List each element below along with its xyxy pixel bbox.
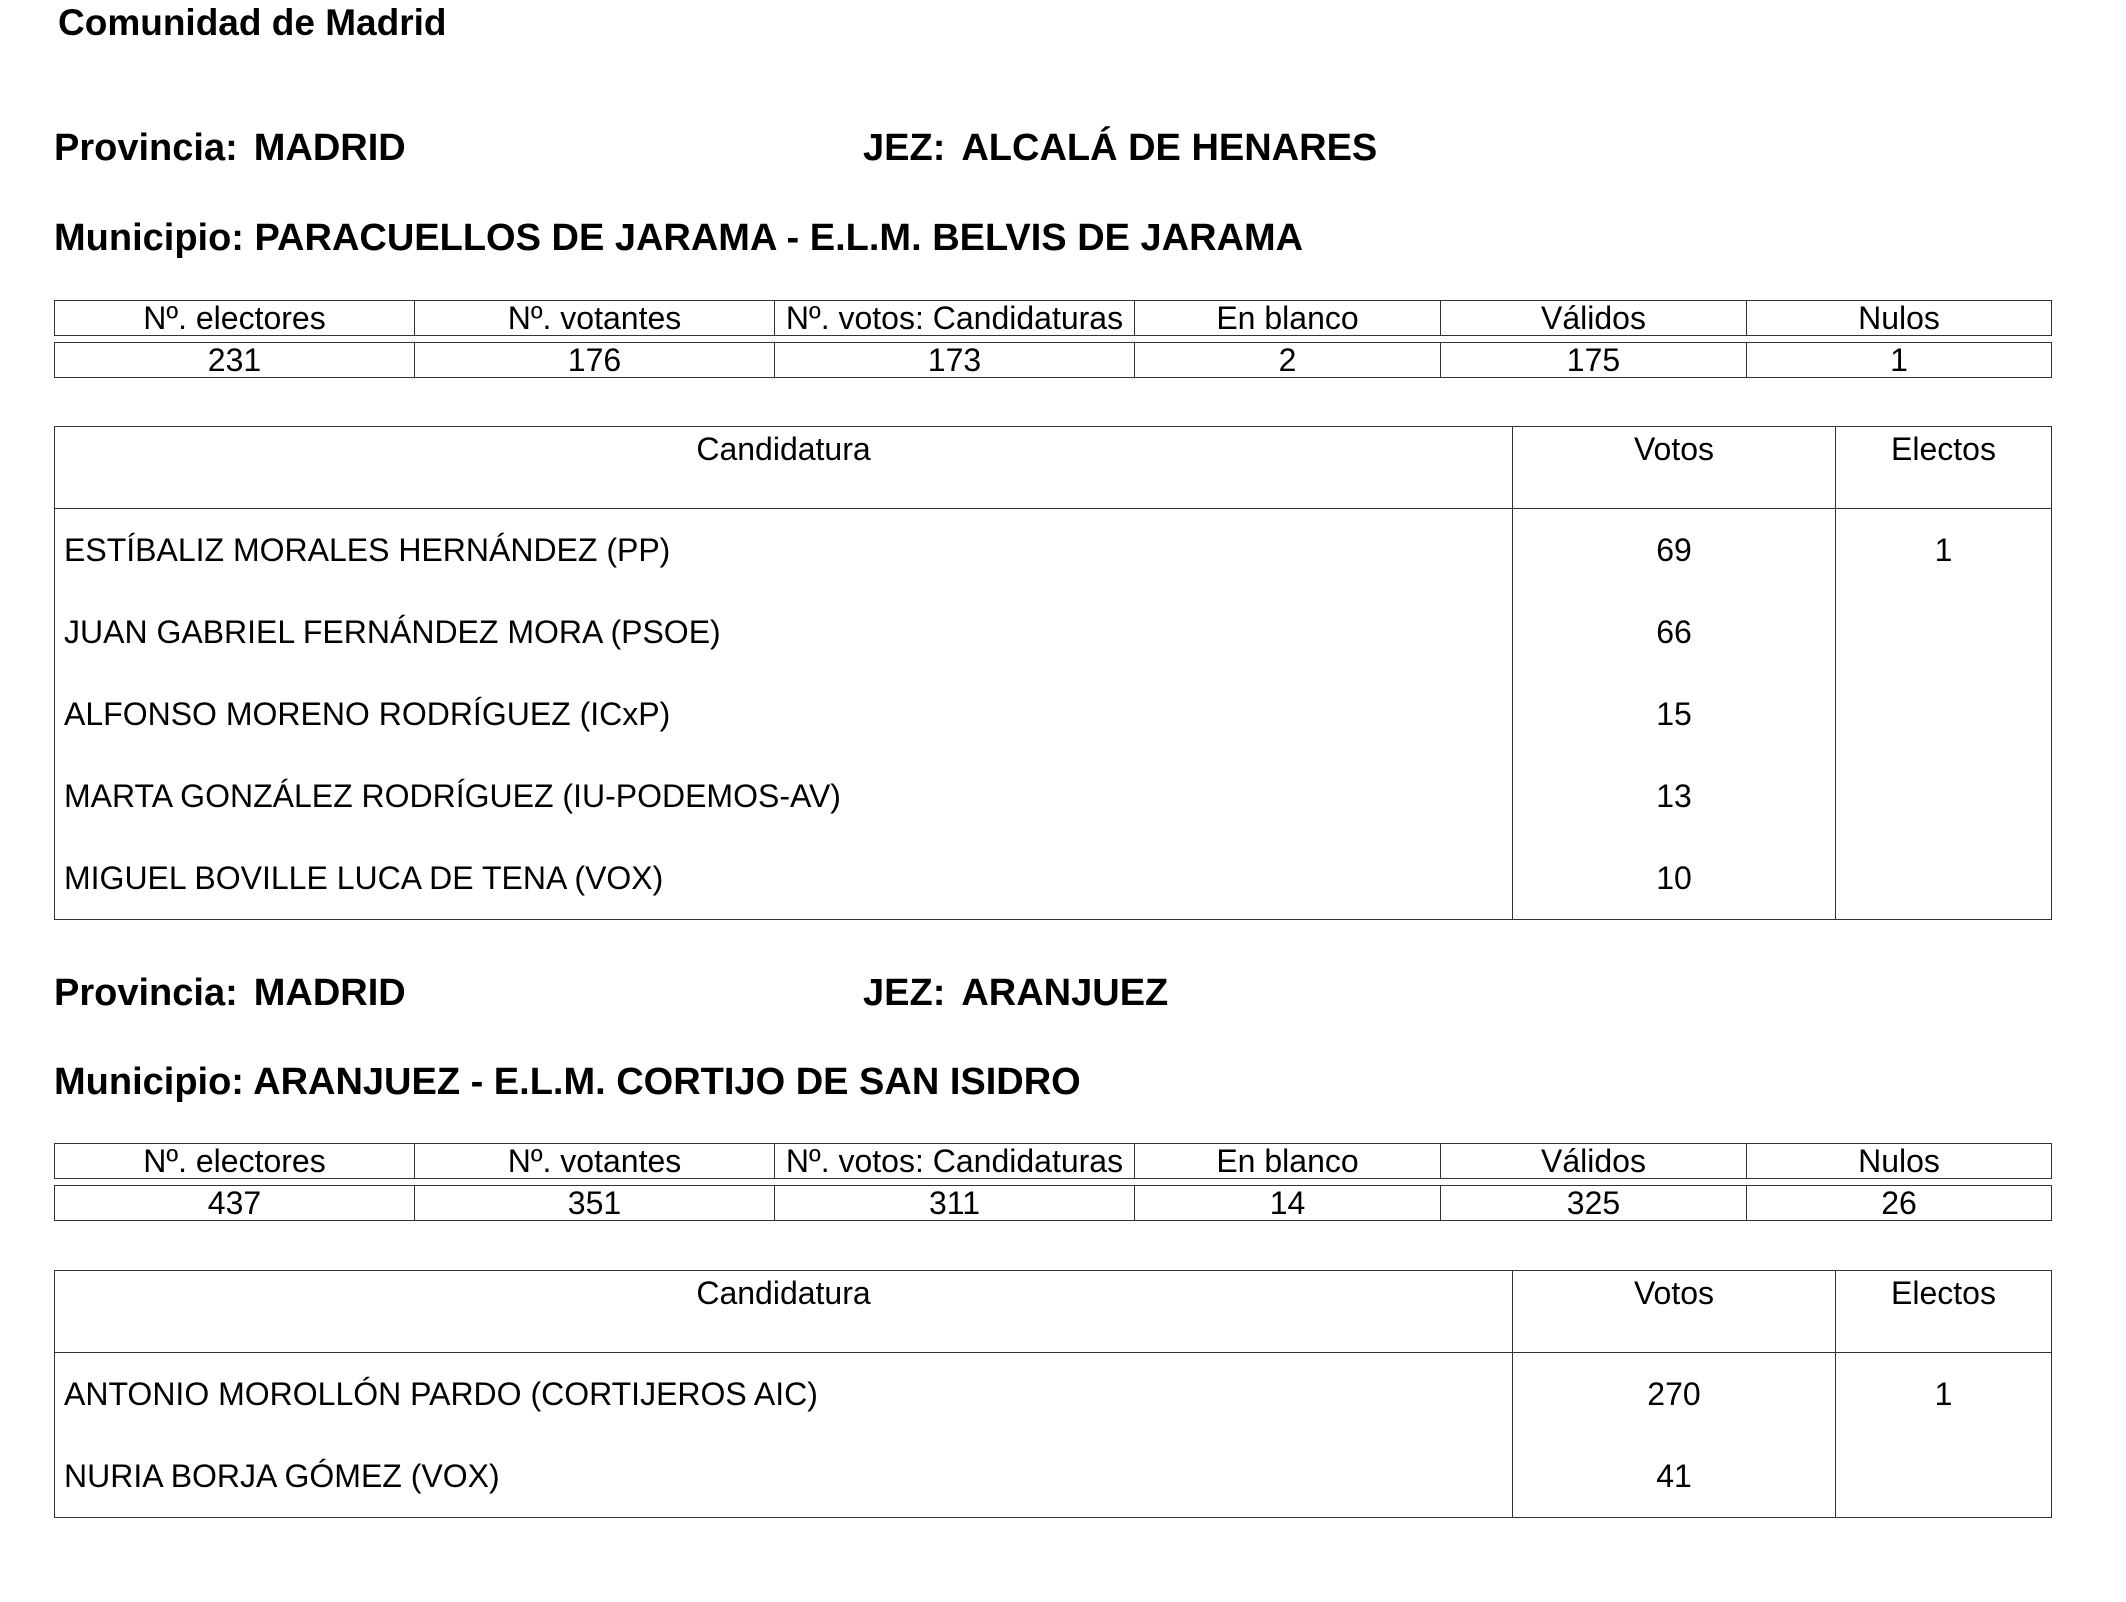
candidate-name: ALFONSO MORENO RODRÍGUEZ (ICxP) xyxy=(55,673,1513,755)
value-validos: 175 xyxy=(1441,343,1747,378)
stats-values-table xyxy=(54,342,2052,378)
candidate-elected xyxy=(1836,837,2052,920)
header-en-blanco: En blanco xyxy=(1135,301,1441,336)
candidate-name: MIGUEL BOVILLE LUCA DE TENA (VOX) xyxy=(55,837,1513,920)
header-votos: Votos xyxy=(1513,427,1836,509)
candidate-row xyxy=(55,509,2052,592)
jez-label: JEZ: xyxy=(863,972,946,1014)
stats-header-row xyxy=(55,1144,2052,1179)
region-title: Comunidad de Madrid xyxy=(58,2,447,43)
jez-value: ARANJUEZ xyxy=(961,972,1169,1014)
value-nulos: 26 xyxy=(1747,1186,2052,1221)
candidate-row xyxy=(55,1435,2052,1518)
header-votos: Votos xyxy=(1513,1271,1836,1353)
candidate-row xyxy=(55,837,2052,920)
provincia-value: MADRID xyxy=(253,127,406,169)
header-votos-candidaturas: Nº. votos: Candidaturas xyxy=(775,301,1135,336)
municipio-value: ARANJUEZ - E.L.M. CORTIJO DE SAN ISIDRO xyxy=(253,1061,1081,1103)
candidates-header-row xyxy=(55,1271,2052,1353)
candidate-votes: 66 xyxy=(1513,591,1836,673)
provincia-value: MADRID xyxy=(253,972,406,1014)
header-electos: Electos xyxy=(1836,1271,2052,1353)
candidate-votes: 270 xyxy=(1513,1353,1836,1436)
candidate-name: ANTONIO MOROLLÓN PARDO (CORTIJEROS AIC) xyxy=(55,1353,1513,1436)
header-candidatura: Candidatura xyxy=(55,1271,1513,1353)
candidate-elected: 1 xyxy=(1836,509,2052,592)
value-validos: 325 xyxy=(1441,1186,1747,1221)
candidate-row xyxy=(55,755,2052,837)
header-validos: Válidos xyxy=(1441,1144,1747,1179)
header-electores: Nº. electores xyxy=(55,1144,415,1179)
value-blanco: 14 xyxy=(1135,1186,1441,1221)
value-votantes: 176 xyxy=(415,343,775,378)
candidates-table xyxy=(54,1270,2052,1518)
header-electos: Electos xyxy=(1836,427,2052,509)
header-nulos: Nulos xyxy=(1747,301,2052,336)
header-validos: Válidos xyxy=(1441,301,1747,336)
value-nulos: 1 xyxy=(1747,343,2052,378)
candidates-table xyxy=(54,426,2052,920)
header-candidatura: Candidatura xyxy=(55,427,1513,509)
candidate-votes: 13 xyxy=(1513,755,1836,837)
header-votantes: Nº. votantes xyxy=(415,301,775,336)
jez-value: ALCALÁ DE HENARES xyxy=(961,127,1378,169)
candidate-row xyxy=(55,591,2052,673)
candidate-votes: 15 xyxy=(1513,673,1836,755)
stats-value-row xyxy=(55,343,2052,378)
header-electores: Nº. electores xyxy=(55,301,415,336)
municipio-label: Municipio: xyxy=(54,217,244,259)
candidate-row xyxy=(55,1353,2052,1436)
candidate-elected xyxy=(1836,755,2052,837)
candidate-elected xyxy=(1836,1435,2052,1518)
candidate-name: ESTÍBALIZ MORALES HERNÁNDEZ (PP) xyxy=(55,509,1513,592)
stats-values-table xyxy=(54,1185,2052,1221)
value-candidaturas: 173 xyxy=(775,343,1135,378)
stats-value-row xyxy=(55,1186,2052,1221)
municipio-line xyxy=(54,1059,1081,1105)
jez-line xyxy=(863,970,1168,1016)
candidate-votes: 10 xyxy=(1513,837,1836,920)
header-votos-candidaturas: Nº. votos: Candidaturas xyxy=(775,1144,1135,1179)
candidates-header-row xyxy=(55,427,2052,509)
stats-table xyxy=(54,1143,2052,1179)
candidate-votes: 41 xyxy=(1513,1435,1836,1518)
candidate-elected xyxy=(1836,673,2052,755)
stats-header-row xyxy=(55,301,2052,336)
value-candidaturas: 311 xyxy=(775,1186,1135,1221)
provincia-line xyxy=(54,125,406,171)
jez-line xyxy=(863,125,1377,171)
stats-table xyxy=(54,300,2052,336)
jez-label: JEZ: xyxy=(863,127,946,169)
header-nulos: Nulos xyxy=(1747,1144,2052,1179)
value-electores: 231 xyxy=(55,343,415,378)
municipio-value: PARACUELLOS DE JARAMA - E.L.M. BELVIS DE JARAMA xyxy=(254,217,1304,259)
candidate-name: MARTA GONZÁLEZ RODRÍGUEZ (IU-PODEMOS-AV) xyxy=(55,755,1513,837)
candidate-name: JUAN GABRIEL FERNÁNDEZ MORA (PSOE) xyxy=(55,591,1513,673)
provincia-label: Provincia: xyxy=(54,127,238,169)
provincia-line xyxy=(54,970,406,1016)
value-blanco: 2 xyxy=(1135,343,1441,378)
candidate-elected xyxy=(1836,591,2052,673)
candidate-row xyxy=(55,673,2052,755)
municipio-label: Municipio: xyxy=(54,1061,244,1103)
header-votantes: Nº. votantes xyxy=(415,1144,775,1179)
header-en-blanco: En blanco xyxy=(1135,1144,1441,1179)
candidate-elected: 1 xyxy=(1836,1353,2052,1436)
candidate-name: NURIA BORJA GÓMEZ (VOX) xyxy=(55,1435,1513,1518)
provincia-label: Provincia: xyxy=(54,972,238,1014)
municipio-line xyxy=(54,215,1303,261)
value-votantes: 351 xyxy=(415,1186,775,1221)
value-electores: 437 xyxy=(55,1186,415,1221)
candidate-votes: 69 xyxy=(1513,509,1836,592)
